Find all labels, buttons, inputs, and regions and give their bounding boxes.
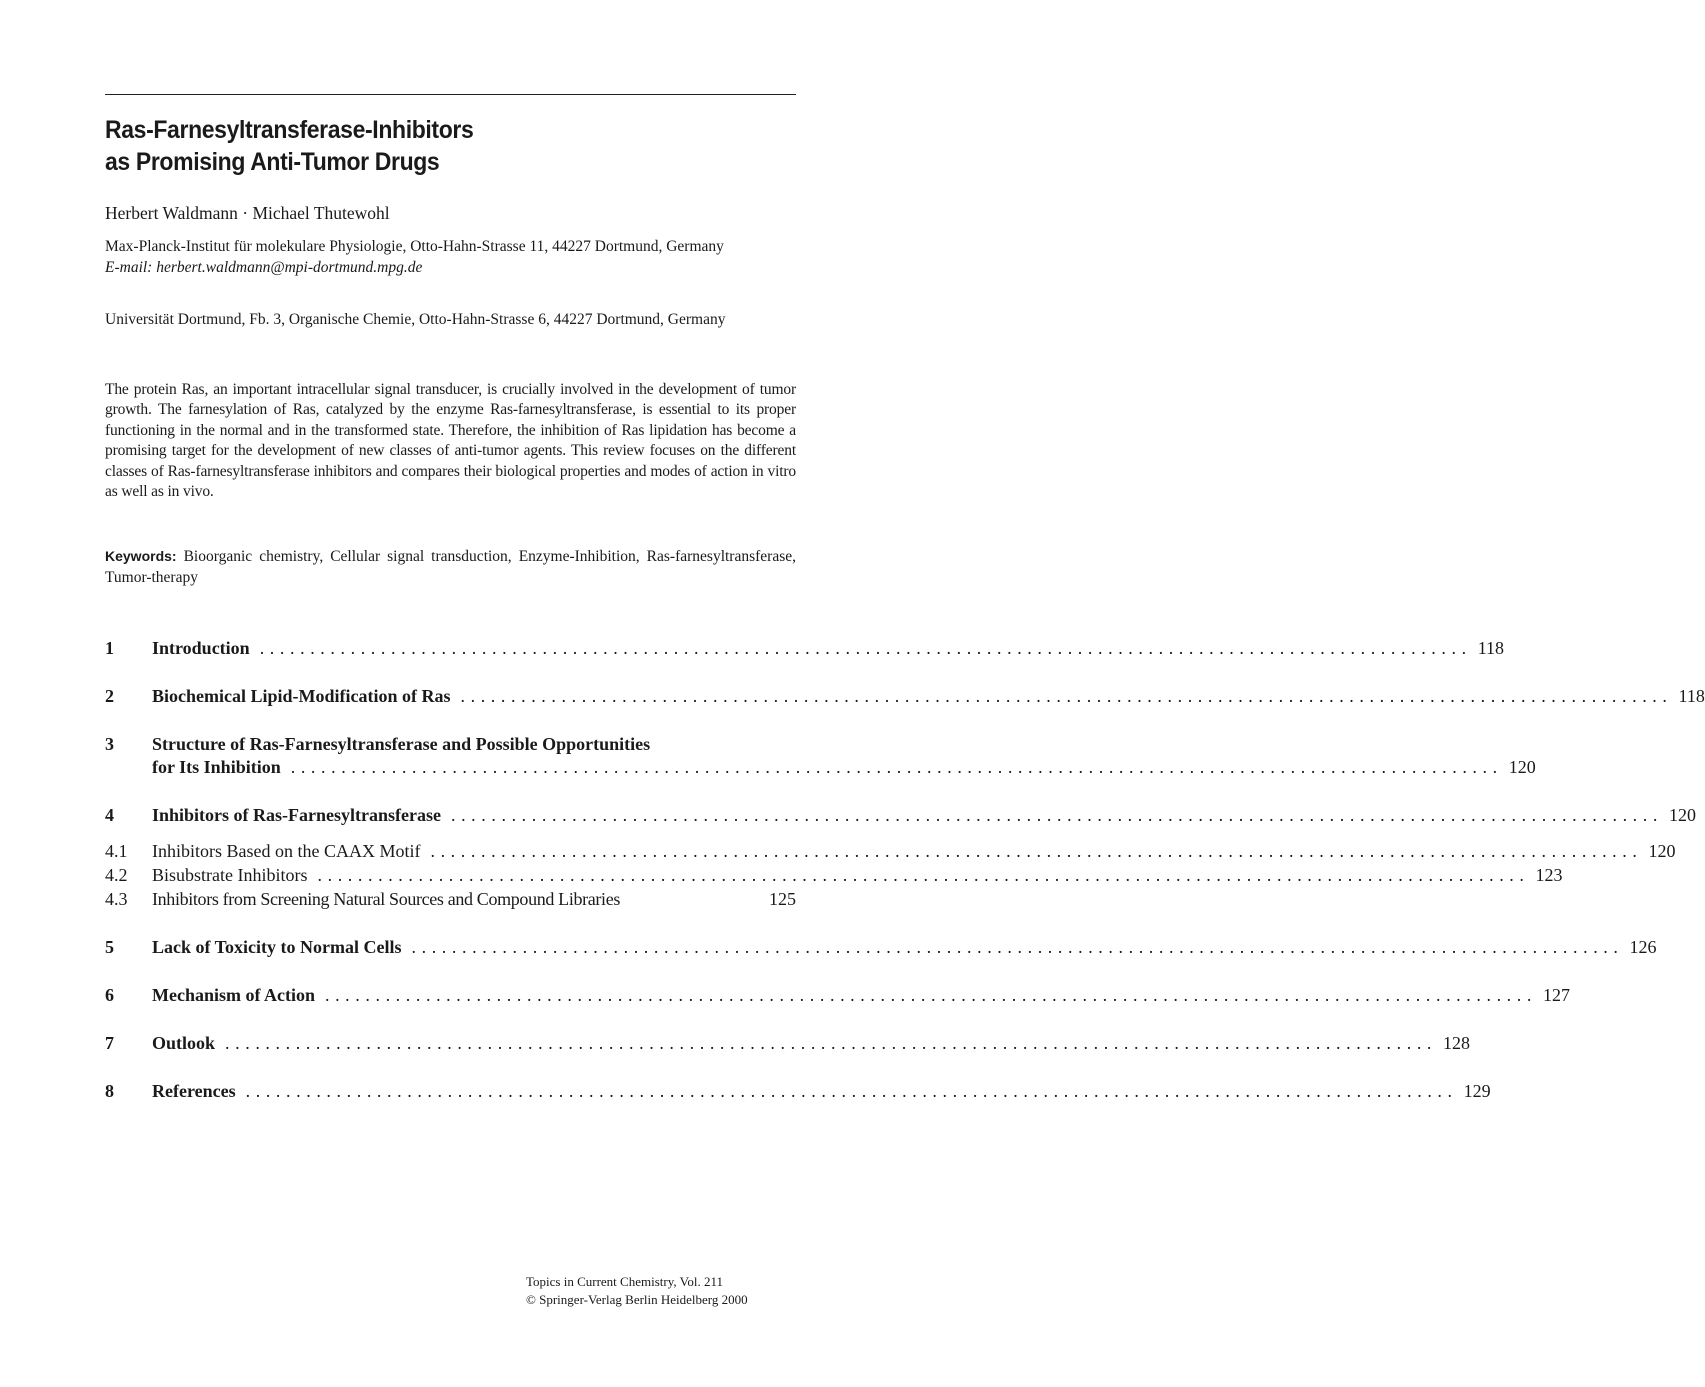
footer-citation bbox=[526, 1273, 748, 1309]
toc-entry-8[interactable] bbox=[105, 1080, 1491, 1103]
toc-page: 118 bbox=[1678, 686, 1705, 706]
toc-label: Biochemical Lipid-Modification of Ras bbox=[152, 686, 451, 706]
toc-entry-2[interactable] bbox=[105, 685, 1705, 708]
toc-leader-dots: ........................................................................................................................ bbox=[430, 841, 1643, 861]
toc-label-line-2: for Its Inhibition bbox=[152, 757, 281, 777]
toc-number: 8 bbox=[105, 1081, 114, 1101]
footer-series: Topics in Current Chemistry, Vol. 211 bbox=[526, 1274, 723, 1289]
toc-number: 6 bbox=[105, 985, 114, 1005]
footer-publisher: © Springer-Verlag Berlin Heidelberg 2000 bbox=[526, 1292, 748, 1307]
toc-page: 120 bbox=[1668, 805, 1696, 825]
article-title bbox=[105, 114, 741, 178]
toc-page: 126 bbox=[1629, 937, 1657, 957]
top-rule bbox=[105, 94, 796, 95]
toc-number: 5 bbox=[105, 937, 114, 957]
toc-entry-6[interactable] bbox=[105, 984, 1570, 1007]
toc-page: 120 bbox=[1648, 841, 1676, 861]
toc-leader-dots: ........................................................................................................................ bbox=[324, 985, 1537, 1005]
toc-page: 118 bbox=[1477, 638, 1505, 658]
toc-entry-7[interactable] bbox=[105, 1032, 1471, 1055]
toc-page: 123 bbox=[1535, 865, 1563, 885]
toc-leader-dots: ........................................................................................................................ bbox=[317, 865, 1530, 885]
keywords-label: Keywords: bbox=[105, 548, 177, 564]
toc-label: Bisubstrate Inhibitors bbox=[152, 865, 308, 885]
toc-number: 4.1 bbox=[105, 841, 128, 861]
toc-label: References bbox=[152, 1081, 236, 1101]
toc-label: Outlook bbox=[152, 1033, 216, 1053]
affiliation-1 bbox=[105, 237, 796, 278]
author-email: E-mail: herbert.waldmann@mpi-dortmund.mpg.de bbox=[105, 258, 423, 276]
toc-page: 129 bbox=[1463, 1081, 1491, 1101]
keywords-text: Bioorganic chemistry, Cellular signal transduction, Enzyme-Inhibition, Ras-farnesyltransferase, Tumor-therapy bbox=[105, 548, 796, 586]
toc-page: 127 bbox=[1542, 985, 1570, 1005]
toc-label: Inhibitors from Screening Natural Sources and Compound Libraries bbox=[152, 889, 620, 909]
toc-entry-4-2[interactable] bbox=[105, 864, 1563, 887]
toc-leader-dots: ........................................................................................................................ bbox=[460, 686, 1673, 706]
toc-label: Inhibitors Based on the CAAX Motif bbox=[152, 841, 421, 861]
affiliation-2-address: Universität Dortmund, Fb. 3, Organische Chemie, Otto-Hahn-Strasse 6, 44227 Dortmund, Germany bbox=[105, 311, 726, 328]
toc-number: 1 bbox=[105, 638, 114, 658]
toc-page: 120 bbox=[1508, 757, 1536, 777]
toc-number: 7 bbox=[105, 1033, 114, 1053]
toc-label: Inhibitors of Ras-Farnesyltransferase bbox=[152, 805, 441, 825]
toc-page: 125 bbox=[769, 889, 796, 909]
toc-number: 4.3 bbox=[105, 889, 128, 909]
toc-entry-5[interactable] bbox=[105, 936, 1657, 959]
affiliation-2 bbox=[105, 310, 796, 331]
affiliation-1-address: Max-Planck-Institut für molekulare Physiologie, Otto-Hahn-Strasse 11, 44227 Dortmund, Germany bbox=[105, 238, 724, 255]
toc-entry-4-3[interactable] bbox=[105, 888, 796, 911]
toc-leader-dots: ........................................................................................................................ bbox=[450, 805, 1663, 825]
toc-entry-3[interactable] bbox=[105, 733, 1536, 779]
toc-label: Lack of Toxicity to Normal Cells bbox=[152, 937, 402, 957]
toc-number: 4 bbox=[105, 805, 114, 825]
toc-label: Mechanism of Action bbox=[152, 985, 315, 1005]
toc-label: Introduction bbox=[152, 638, 250, 658]
toc-leader-dots: ........................................................................................................................ bbox=[225, 1033, 1438, 1053]
toc-leader-dots: ........................................................................................................................ bbox=[245, 1081, 1458, 1101]
title-line-2: as Promising Anti-Tumor Drugs bbox=[105, 148, 440, 176]
toc-page: 128 bbox=[1443, 1033, 1471, 1053]
toc-label-line-1: Structure of Ras-Farnesyltransferase and Possible Opportunities bbox=[152, 734, 651, 754]
keywords bbox=[105, 546, 796, 588]
toc-entry-1[interactable] bbox=[105, 637, 1505, 660]
toc-leader-dots: ........................................................................................................................ bbox=[290, 757, 1503, 777]
toc-number: 3 bbox=[105, 734, 114, 754]
toc-entry-4[interactable] bbox=[105, 804, 1696, 827]
title-line-1: Ras-Farnesyltransferase-Inhibitors bbox=[105, 116, 474, 144]
abstract: The protein Ras, an important intracellular signal transducer, is crucially involved in the development of tumor growth. The farnesylation of Ras, catalyzed by the enzyme Ras-farnesyltransferase, is essential to its proper functioning in the normal and in the transformed state. Therefore, the inhibition of Ras lipidation has become a promising target for the development of new classes of anti-tumor agents. This review focuses on the different classes of Ras-farnesyltransferase inhibitors and compares their biological properties and modes of action in vitro as well as in vivo. bbox=[105, 381, 796, 501]
toc-leader-dots: ........................................................................................................................ bbox=[259, 638, 1472, 658]
toc-number: 4.2 bbox=[105, 865, 128, 885]
authors: Herbert Waldmann · Michael Thutewohl bbox=[105, 203, 390, 223]
toc-entry-4-1[interactable] bbox=[105, 840, 1676, 863]
toc-leader-dots: ........................................................................................................................ bbox=[411, 937, 1624, 957]
toc-number: 2 bbox=[105, 686, 114, 706]
